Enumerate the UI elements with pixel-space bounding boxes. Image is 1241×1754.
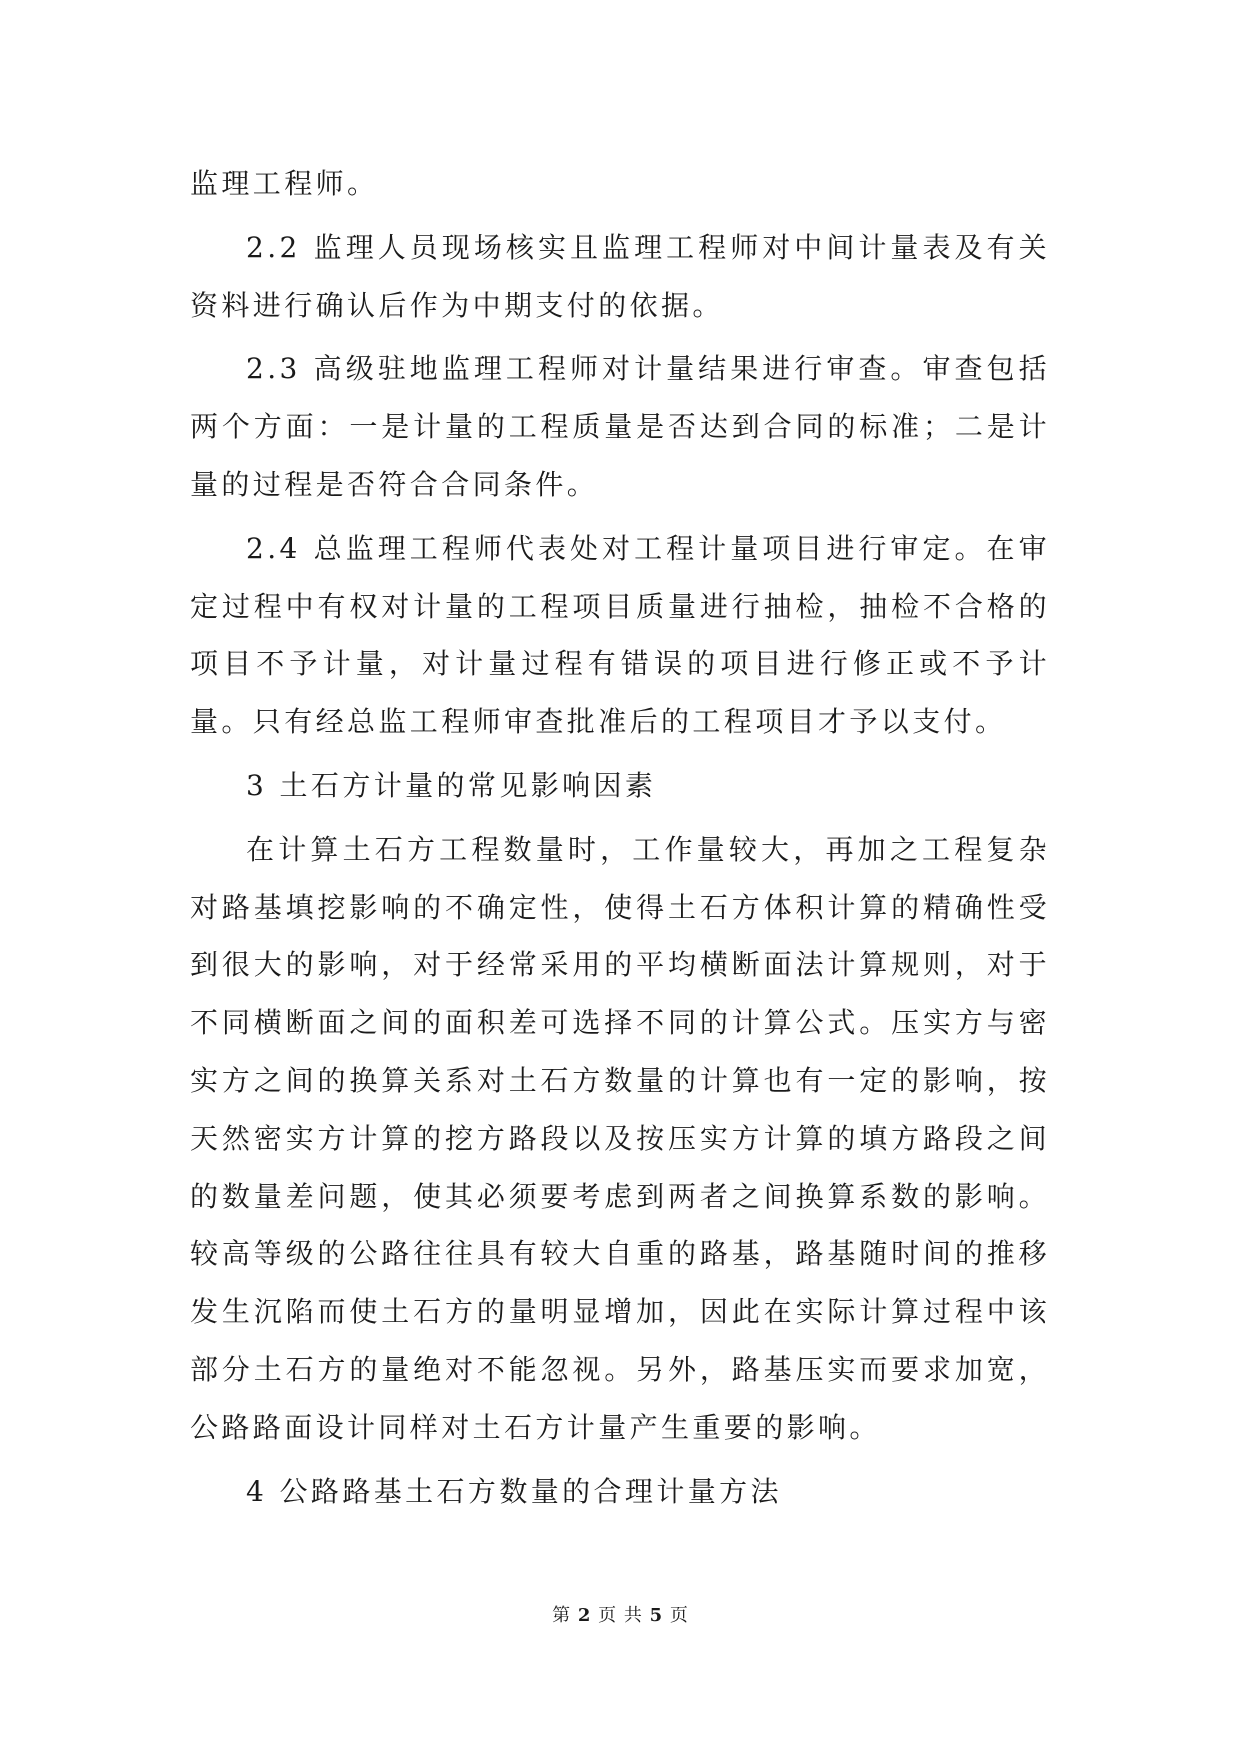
footer-total-pages: 5 [649,1605,664,1626]
footer-prefix: 第 [552,1605,572,1626]
section-heading-4: 4 公路路基土石方数量的合理计量方法 [246,1474,782,1508]
paragraph-2-2: 2.2 监理人员现场核实且监理工程师对中间计量表及有关资料进行确认后作为中期支付的依据。 [190,230,1050,322]
paragraph-section-3-body: 在计算土石方工程数量时，工作量较大，再加之工程复杂对路基填挖影响的不确定性，使得土石方体积计算的精确性受到很大的影响，对于经常采用的平均横断面法计算规则，对于不同横断面之间的面积差可选择不同的计算公式。压实方与密实方之间的换算关系对土石方数量的计算也有一定的影响，按天然密实方计算的挖方路段以及按压实方计算的填方路段之间的数量差问题，使其必须要考虑到两者之间换算系数的影响。较高等级的公路往往具有较大自重的路基，路基随时间的推移发生沉陷而使土石方的量明显增加，因此在实际计算过程中该部分土石方的量绝对不能忽视。另外，路基压实而要求加宽，公路路面设计同样对土石方计量产生重要的影响。 [190,832,1050,1444]
page-footer [0,1601,1241,1627]
paragraph-2-3: 2.3 高级驻地监理工程师对计量结果进行审查。审查包括两个方面：一是计量的工程质量是否达到合同的标准；二是计量的过程是否符合合同条件。 [190,352,1050,501]
paragraph-2-4: 2.4 总监理工程师代表处对工程计量项目进行审定。在审定过程中有权对计量的工程项目质量进行抽检，抽检不合格的项目不予计量，对计量过程有错误的项目进行修正或不予计量。只有经总监工程师审查批准后的工程项目才予以支付。 [190,531,1050,739]
footer-current-page: 2 [577,1605,592,1626]
footer-suffix: 页 [669,1605,689,1626]
footer-middle: 页 共 [598,1605,643,1626]
section-heading-3: 3 土石方计量的常见影响因素 [246,768,657,802]
document-body [190,155,1050,1520]
paragraph-continuation: 监理工程师。 [190,167,379,200]
